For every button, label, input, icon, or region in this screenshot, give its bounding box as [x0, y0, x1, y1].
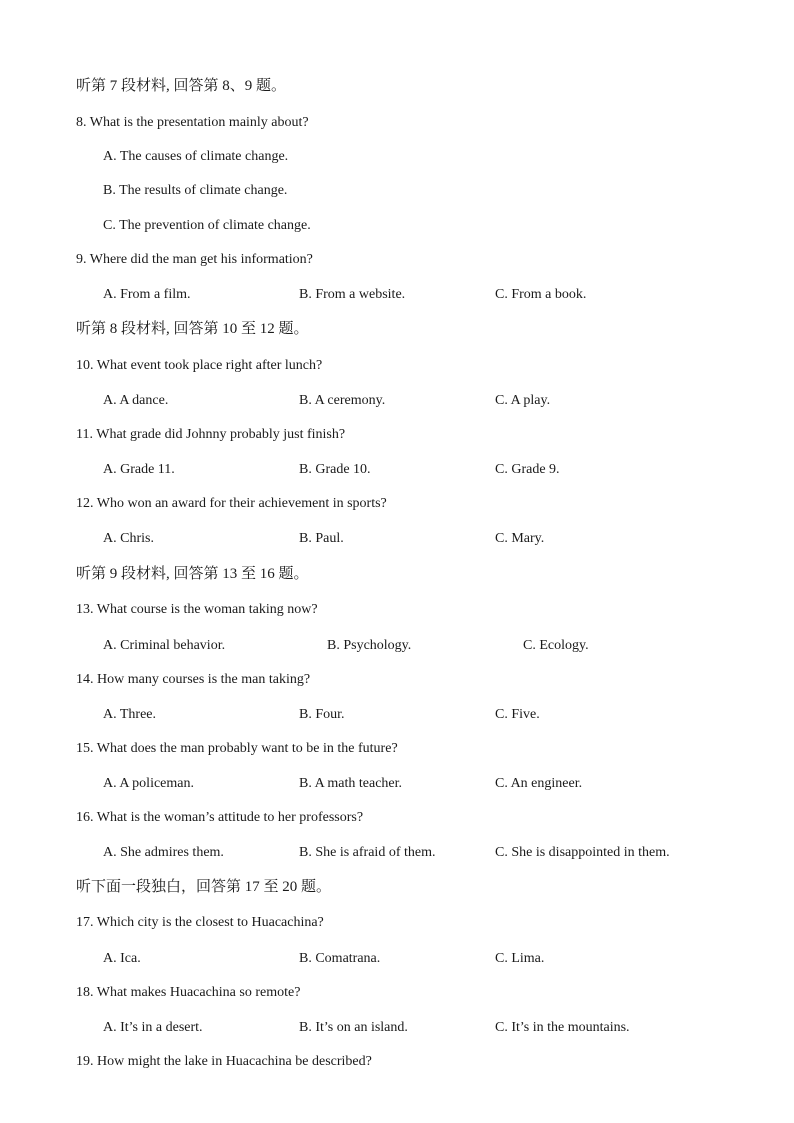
- option-17b: B. Comatrana.: [299, 951, 381, 966]
- option-16a: A. She admires them.: [103, 845, 224, 860]
- section-heading: 听下面一段独白，回答第 17 至 20 题。: [76, 879, 332, 895]
- question-8: 8. What is the presentation mainly about?: [76, 115, 309, 130]
- option-9a: A. From a film.: [103, 287, 191, 302]
- option-17a: A. Ica.: [103, 951, 141, 966]
- option-8a: A. The causes of climate change.: [103, 149, 289, 164]
- option-15a: A. A policeman.: [103, 776, 194, 791]
- option-12c: C. Mary.: [495, 531, 545, 546]
- question-9: 9. Where did the man get his information?: [76, 252, 313, 267]
- option-18c: C. It’s in the mountains.: [495, 1020, 630, 1035]
- option-12a: A. Chris.: [103, 531, 154, 546]
- option-11a: A. Grade 11.: [103, 462, 175, 477]
- option-14b: B. Four.: [299, 707, 345, 722]
- option-10a: A. A dance.: [103, 393, 169, 408]
- option-13a: A. Criminal behavior.: [103, 638, 226, 653]
- option-9b: B. From a website.: [299, 287, 406, 302]
- option-15c: C. An engineer.: [495, 776, 583, 791]
- option-10c: C. A play.: [495, 393, 551, 408]
- option-18b: B. It’s on an island.: [299, 1020, 408, 1035]
- question-13: 13. What course is the woman taking now?: [76, 602, 318, 617]
- option-13c: C. Ecology.: [523, 638, 589, 653]
- option-13b: B. Psychology.: [327, 638, 412, 653]
- option-14a: A. Three.: [103, 707, 156, 722]
- question-16: 16. What is the woman’s attitude to her professors?: [76, 810, 364, 825]
- option-8b: B. The results of climate change.: [103, 183, 288, 198]
- option-10b: B. A ceremony.: [299, 393, 386, 408]
- option-16b: B. She is afraid of them.: [299, 845, 436, 860]
- option-16c: C. She is disappointed in them.: [495, 845, 670, 860]
- option-11b: B. Grade 10.: [299, 462, 371, 477]
- option-9c: C. From a book.: [495, 287, 587, 302]
- option-12b: B. Paul.: [299, 531, 344, 546]
- question-15: 15. What does the man probably want to be in the future?: [76, 741, 398, 756]
- question-14: 14. How many courses is the man taking?: [76, 672, 311, 687]
- question-12: 12. Who won an award for their achievement in sports?: [76, 496, 387, 511]
- question-17: 17. Which city is the closest to Huacachina?: [76, 915, 324, 930]
- section-heading: 听第 8 段材料, 回答第 10 至 12 题。: [76, 321, 309, 337]
- option-18a: A. It’s in a desert.: [103, 1020, 203, 1035]
- option-14c: C. Five.: [495, 707, 540, 722]
- section-heading: 听第 7 段材料, 回答第 8、9 题。: [76, 78, 287, 94]
- question-10: 10. What event took place right after lunch?: [76, 358, 323, 373]
- option-8c: C. The prevention of climate change.: [103, 218, 311, 233]
- option-15b: B. A math teacher.: [299, 776, 403, 791]
- question-18: 18. What makes Huacachina so remote?: [76, 985, 301, 1000]
- question-19: 19. How might the lake in Huacachina be described?: [76, 1054, 372, 1069]
- option-11c: C. Grade 9.: [495, 462, 560, 477]
- option-17c: C. Lima.: [495, 951, 545, 966]
- question-11: 11. What grade did Johnny probably just finish?: [76, 427, 346, 442]
- section-heading: 听第 9 段材料, 回答第 13 至 16 题。: [76, 566, 309, 582]
